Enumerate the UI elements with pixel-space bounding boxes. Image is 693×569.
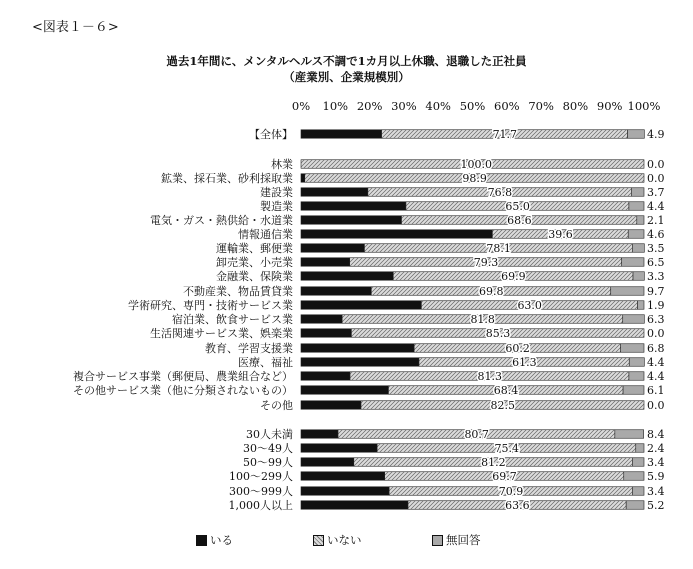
category-label: 卸売業、小売業 [216, 256, 293, 269]
data-label-mukaito: 1.9 [647, 299, 665, 312]
x-tick-label: 90% [596, 99, 623, 113]
bar-row [216, 241, 665, 255]
data-label-inai: 69.8 [479, 285, 504, 298]
bar-row [172, 312, 665, 326]
bar-row [238, 227, 665, 241]
bar-segment-iru [301, 329, 351, 338]
legend-item-iru [196, 532, 233, 548]
bar-segment-mukaito [629, 202, 644, 211]
bar-segment-mukaito [615, 430, 644, 439]
data-label-mukaito: 4.4 [647, 370, 665, 383]
x-tick-label: 10% [322, 99, 349, 113]
legend-label-iru: いる [210, 533, 233, 547]
category-label: 林業 [271, 158, 293, 171]
category-label: 複合サービス事業（郵便局、農業組合など） [73, 370, 293, 383]
data-label-inai: 98.9 [462, 172, 487, 185]
bar-row [128, 298, 665, 312]
data-label-inai: 63.0 [517, 299, 542, 312]
x-tick-label: 40% [425, 99, 451, 113]
category-label: 教育、学習支援業 [205, 342, 293, 355]
data-label-mukaito: 6.3 [647, 313, 665, 326]
data-label-inai: 65.0 [505, 200, 530, 213]
bar-segment-iru [301, 472, 385, 481]
data-label-mukaito: 0.0 [647, 399, 665, 412]
bar-segment-iru [301, 372, 350, 381]
bar-segment-mukaito [631, 188, 644, 197]
bar-segment-mukaito [633, 272, 644, 281]
bar-segment-iru [301, 458, 354, 467]
data-label-inai: 75.4 [494, 442, 519, 455]
bar-segment-mukaito [628, 130, 645, 139]
category-label: 100～299人 [229, 470, 293, 483]
bar-row [229, 470, 665, 483]
bar-segment-mukaito [621, 344, 644, 353]
bar-segment-iru [301, 130, 382, 139]
category-label: 【全体】 [249, 128, 293, 141]
category-label: 学術研究、専門・技術サービス業 [128, 299, 293, 312]
bar-segment-iru [301, 174, 305, 183]
legend-label-mukaito: 無回答 [446, 533, 481, 547]
category-label: 製造業 [260, 200, 293, 213]
data-label-mukaito: 5.2 [647, 499, 665, 512]
legend-item-mukaito [432, 532, 481, 548]
data-label-inai: 60.2 [505, 342, 530, 355]
bar-row [73, 369, 665, 383]
bar-segment-iru [301, 401, 361, 410]
data-label-inai: 63.6 [505, 499, 530, 512]
bar-row [73, 383, 665, 397]
bar-segment-iru [301, 272, 393, 281]
x-tick-label: 0% [291, 99, 311, 113]
category-label: 50～99人 [243, 456, 293, 469]
bar-row [246, 427, 665, 441]
data-label-mukaito: 8.4 [647, 428, 665, 441]
bar-row [243, 456, 665, 469]
x-tick-label: 100% [627, 99, 661, 113]
data-label-mukaito: 6.1 [647, 384, 665, 397]
data-label-mukaito: 4.4 [647, 356, 665, 369]
category-label: 情報通信業 [238, 228, 293, 241]
bar-segment-mukaito [629, 358, 644, 367]
bar-segment-iru [301, 315, 342, 324]
category-label: 運輸業、郵便業 [216, 242, 293, 255]
data-label-mukaito: 3.3 [647, 270, 665, 283]
chart-subtitle: （産業別、企業規模別） [283, 70, 410, 84]
data-label-inai: 81.3 [477, 370, 502, 383]
data-label-inai: 69.9 [501, 270, 526, 283]
data-label-inai: 78.1 [486, 242, 511, 255]
category-label: 建設業 [260, 186, 293, 199]
data-label-mukaito: 2.4 [647, 442, 665, 455]
bar-row [205, 341, 665, 355]
bar-row [183, 284, 665, 298]
data-label-mukaito: 6.8 [647, 342, 665, 355]
bar-segment-mukaito [623, 386, 644, 395]
data-label-inai: 79.3 [473, 256, 499, 269]
data-label-mukaito: 4.6 [647, 228, 665, 241]
data-label-mukaito: 5.9 [647, 470, 665, 483]
data-label-inai: 82.5 [490, 399, 516, 412]
bar-row [229, 485, 665, 498]
data-label-inai: 68.6 [507, 214, 532, 227]
bar-row [271, 157, 665, 171]
bar-segment-mukaito [632, 244, 644, 253]
figure-label: <図表１－６> [32, 20, 119, 35]
bar-segment-mukaito [611, 287, 644, 296]
category-label: 不動産業、物品賃貸業 [183, 285, 293, 298]
data-label-mukaito: 0.0 [647, 172, 665, 185]
bar-segment-mukaito [637, 301, 644, 310]
bar-row [260, 199, 665, 213]
bar-row [260, 185, 665, 199]
category-label: 30人未満 [246, 428, 293, 441]
chart-title: 過去1年間に、メンタルヘルス不調で1カ月以上休職、退職した正社員 [166, 54, 527, 68]
data-label-mukaito: 9.7 [647, 285, 665, 298]
data-label-inai: 100.0 [460, 158, 492, 171]
category-label: その他サービス業（他に分類されないもの） [73, 384, 293, 397]
data-label-inai: 69.7 [492, 470, 517, 483]
bar-row [260, 398, 665, 412]
category-label: 医療、福祉 [238, 356, 293, 369]
data-label-inai: 70.9 [498, 485, 524, 498]
data-label-inai: 61.3 [512, 356, 537, 369]
bar-segment-mukaito [626, 501, 644, 510]
bar-segment-mukaito [623, 315, 645, 324]
category-label: 電気・ガス・熱供給・水道業 [150, 214, 293, 227]
bar-segment-iru [301, 230, 492, 239]
bar-row [243, 442, 665, 455]
category-label: 300～999人 [229, 485, 293, 498]
bar-segment-iru [301, 258, 350, 267]
bar-segment-iru [301, 287, 371, 296]
legend-item-inai [313, 532, 362, 548]
bar-segment-iru [301, 344, 414, 353]
category-label: 1,000人以上 [228, 499, 293, 512]
bar-segment-iru [301, 487, 389, 496]
category-label: 30～49人 [243, 442, 293, 455]
category-label: 金融業、保険業 [216, 270, 293, 283]
bar-segment-iru [301, 358, 419, 367]
bar-segment-iru [301, 386, 388, 395]
x-tick-label: 80% [562, 99, 589, 113]
legend-swatch-inai [313, 535, 324, 546]
category-label: 鉱業、採石業、砂利採取業 [161, 172, 293, 185]
bar-segment-iru [301, 501, 408, 510]
data-label-mukaito: 4.9 [647, 128, 665, 141]
bar-segment-iru [301, 216, 401, 225]
bar-segment-mukaito [624, 472, 644, 481]
data-label-mukaito: 3.7 [647, 186, 665, 199]
legend-swatch-iru [196, 535, 207, 546]
bar-segment-iru [301, 301, 421, 310]
data-label-inai: 80.7 [464, 428, 489, 441]
bar-segment-mukaito [637, 216, 644, 225]
x-tick-label: 60% [494, 99, 520, 113]
bar-segment-iru [301, 430, 338, 439]
data-label-mukaito: 0.0 [647, 158, 665, 171]
bar-segment-iru [301, 444, 377, 453]
bar-segment-mukaito [632, 458, 644, 467]
data-label-mukaito: 4.4 [647, 200, 665, 213]
data-label-inai: 76.8 [487, 186, 513, 199]
category-label: 宿泊業、飲食サービス業 [172, 313, 293, 326]
legend-swatch-mukaito [432, 535, 443, 546]
data-label-mukaito: 0.0 [647, 327, 665, 340]
data-label-mukaito: 6.5 [647, 256, 665, 269]
data-label-inai: 85.3 [485, 327, 511, 340]
x-tick-label: 20% [356, 99, 383, 113]
data-label-inai: 71.7 [492, 128, 518, 141]
bar-row [216, 255, 665, 269]
data-label-inai: 68.4 [493, 384, 519, 397]
bar-segment-iru [301, 188, 368, 197]
data-label-inai: 81.2 [481, 456, 506, 469]
data-label-mukaito: 3.4 [647, 485, 665, 498]
bar-segment-iru [301, 244, 364, 253]
bar-row [249, 127, 665, 141]
x-tick-label: 50% [459, 99, 486, 113]
bar-row [238, 355, 665, 369]
legend-label-inai: いない [327, 533, 362, 547]
bar-segment-iru [301, 202, 406, 211]
bar-row [216, 269, 665, 283]
category-label: その他 [260, 399, 293, 412]
data-label-inai: 81.8 [470, 313, 495, 326]
bar-segment-mukaito [632, 487, 644, 496]
data-label-mukaito: 3.4 [647, 456, 665, 469]
bar-row [161, 171, 665, 185]
bar-segment-mukaito [628, 230, 644, 239]
bar-segment-mukaito [629, 372, 644, 381]
x-tick-label: 70% [528, 99, 554, 113]
data-label-mukaito: 3.5 [647, 242, 665, 255]
x-tick-label: 30% [391, 99, 417, 113]
category-label: 生活関連サービス業、娯楽業 [150, 327, 293, 340]
bar-row [150, 213, 665, 227]
data-label-mukaito: 2.1 [647, 214, 665, 227]
bar-segment-mukaito [622, 258, 644, 267]
bar-row [150, 326, 665, 340]
data-label-inai: 39.6 [548, 228, 573, 241]
bar-row [229, 498, 665, 512]
bar-segment-mukaito [636, 444, 644, 453]
